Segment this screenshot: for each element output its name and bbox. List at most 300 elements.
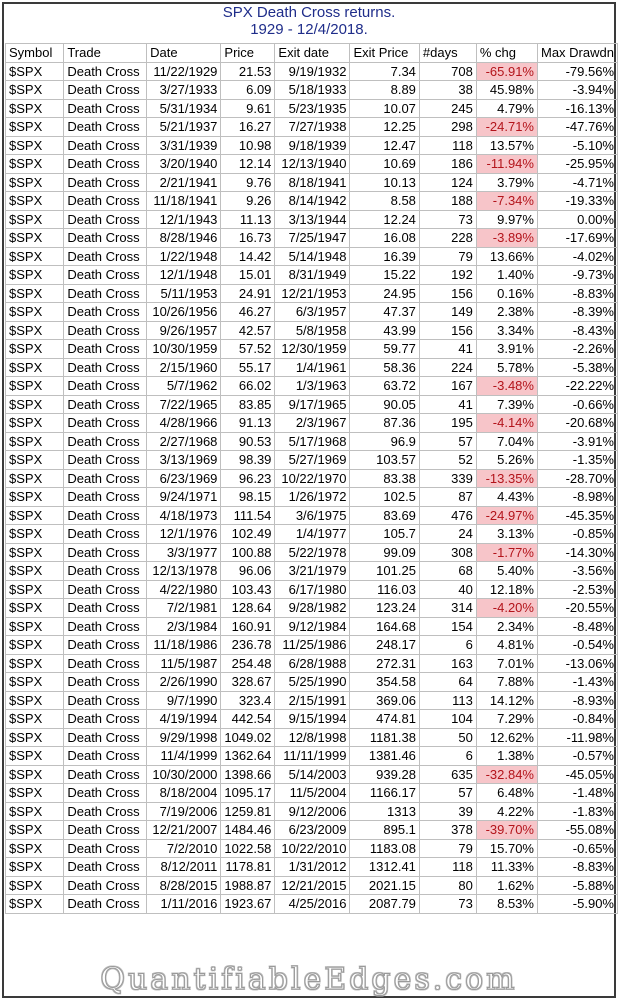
cell-trade: Death Cross (64, 821, 147, 840)
cell-pct-chg: 5.26% (476, 451, 537, 470)
cell-price: 1362.64 (221, 747, 275, 766)
cell-exit-price: 102.5 (350, 488, 419, 507)
table-row (6, 580, 618, 599)
column-header-days: #days (419, 44, 476, 63)
cell-date: 4/22/1980 (147, 580, 221, 599)
table-row (6, 506, 618, 525)
cell-date: 9/26/1957 (147, 321, 221, 340)
column-header-symbol: Symbol (6, 44, 64, 63)
cell-exit-date: 7/27/1938 (275, 118, 350, 137)
cell-symbol: $SPX (6, 99, 64, 118)
cell-trade: Death Cross (64, 543, 147, 562)
cell-exit-date: 5/14/2003 (275, 765, 350, 784)
cell-days: 245 (419, 99, 476, 118)
watermark: QuantifiableEdges.com (100, 962, 518, 997)
cell-symbol: $SPX (6, 229, 64, 248)
cell-days: 80 (419, 876, 476, 895)
cell-exit-price: 47.37 (350, 303, 419, 322)
cell-date: 9/24/1971 (147, 488, 221, 507)
cell-trade: Death Cross (64, 173, 147, 192)
table-row (6, 118, 618, 137)
cell-pct-chg: 4.43% (476, 488, 537, 507)
cell-max-drawdn: -4.71% (537, 173, 617, 192)
cell-max-drawdn: -17.69% (537, 229, 617, 248)
cell-max-drawdn: -3.94% (537, 81, 617, 100)
cell-max-drawdn: -1.83% (537, 802, 617, 821)
table-row (6, 210, 618, 229)
cell-exit-price: 10.69 (350, 155, 419, 174)
cell-symbol: $SPX (6, 525, 64, 544)
table-row (6, 99, 618, 118)
cell-pct-chg: 6.48% (476, 784, 537, 803)
cell-days: 186 (419, 155, 476, 174)
cell-days: 156 (419, 284, 476, 303)
cell-date: 12/13/1978 (147, 562, 221, 581)
cell-price: 442.54 (221, 710, 275, 729)
cell-symbol: $SPX (6, 821, 64, 840)
cell-max-drawdn: -8.83% (537, 858, 617, 877)
table-row (6, 691, 618, 710)
cell-price: 1484.46 (221, 821, 275, 840)
cell-days: 41 (419, 395, 476, 414)
cell-price: 42.57 (221, 321, 275, 340)
cell-pct-chg: 3.13% (476, 525, 537, 544)
cell-max-drawdn: -4.02% (537, 247, 617, 266)
cell-price: 9.76 (221, 173, 275, 192)
table-row (6, 62, 618, 81)
cell-price: 16.73 (221, 229, 275, 248)
cell-days: 73 (419, 210, 476, 229)
cell-exit-price: 16.39 (350, 247, 419, 266)
table-row (6, 451, 618, 470)
table-row (6, 173, 618, 192)
table-row (6, 654, 618, 673)
cell-price: 102.49 (221, 525, 275, 544)
table-row (6, 673, 618, 692)
cell-price: 1049.02 (221, 728, 275, 747)
cell-pct-chg: 5.78% (476, 358, 537, 377)
table-row (6, 432, 618, 451)
cell-date: 12/1/1943 (147, 210, 221, 229)
cell-days: 224 (419, 358, 476, 377)
cell-exit-date: 5/14/1948 (275, 247, 350, 266)
cell-max-drawdn: -20.68% (537, 414, 617, 433)
cell-max-drawdn: -3.91% (537, 432, 617, 451)
cell-days: 50 (419, 728, 476, 747)
cell-symbol: $SPX (6, 876, 64, 895)
cell-pct-chg: -11.94% (476, 155, 537, 174)
cell-pct-chg: 1.38% (476, 747, 537, 766)
cell-price: 6.09 (221, 81, 275, 100)
cell-pct-chg: -3.89% (476, 229, 537, 248)
cell-trade: Death Cross (64, 747, 147, 766)
page-subtitle: 1929 - 12/4/2018. (250, 21, 368, 38)
cell-days: 192 (419, 266, 476, 285)
table-row (6, 636, 618, 655)
cell-exit-price: 83.69 (350, 506, 419, 525)
cell-pct-chg: 1.62% (476, 876, 537, 895)
cell-pct-chg: 12.62% (476, 728, 537, 747)
cell-date: 5/7/1962 (147, 377, 221, 396)
cell-symbol: $SPX (6, 691, 64, 710)
cell-trade: Death Cross (64, 710, 147, 729)
cell-days: 87 (419, 488, 476, 507)
cell-trade: Death Cross (64, 580, 147, 599)
cell-exit-date: 1/4/1977 (275, 525, 350, 544)
cell-exit-price: 474.81 (350, 710, 419, 729)
cell-max-drawdn: -1.35% (537, 451, 617, 470)
cell-symbol: $SPX (6, 118, 64, 137)
cell-days: 6 (419, 747, 476, 766)
cell-date: 11/18/1986 (147, 636, 221, 655)
cell-exit-date: 8/18/1941 (275, 173, 350, 192)
cell-trade: Death Cross (64, 691, 147, 710)
cell-exit-date: 6/28/1988 (275, 654, 350, 673)
cell-exit-date: 5/17/1968 (275, 432, 350, 451)
cell-exit-price: 105.7 (350, 525, 419, 544)
cell-pct-chg: -4.20% (476, 599, 537, 618)
column-header-exit-date: Exit date (275, 44, 350, 63)
cell-date: 7/2/2010 (147, 839, 221, 858)
cell-days: 64 (419, 673, 476, 692)
cell-symbol: $SPX (6, 81, 64, 100)
cell-pct-chg: 7.29% (476, 710, 537, 729)
cell-exit-date: 12/21/1953 (275, 284, 350, 303)
cell-date: 5/21/1937 (147, 118, 221, 137)
cell-price: 323.4 (221, 691, 275, 710)
cell-max-drawdn: -20.55% (537, 599, 617, 618)
cell-exit-date: 1/4/1961 (275, 358, 350, 377)
cell-pct-chg: -24.97% (476, 506, 537, 525)
cell-symbol: $SPX (6, 340, 64, 359)
cell-exit-price: 24.95 (350, 284, 419, 303)
cell-date: 3/27/1933 (147, 81, 221, 100)
cell-exit-date: 12/13/1940 (275, 155, 350, 174)
cell-price: 90.53 (221, 432, 275, 451)
cell-trade: Death Cross (64, 432, 147, 451)
cell-days: 298 (419, 118, 476, 137)
cell-symbol: $SPX (6, 654, 64, 673)
cell-days: 79 (419, 839, 476, 858)
cell-price: 1178.81 (221, 858, 275, 877)
cell-max-drawdn: -47.76% (537, 118, 617, 137)
cell-max-drawdn: -8.48% (537, 617, 617, 636)
cell-price: 1398.66 (221, 765, 275, 784)
cell-days: 113 (419, 691, 476, 710)
cell-symbol: $SPX (6, 543, 64, 562)
table-row (6, 562, 618, 581)
cell-trade: Death Cross (64, 876, 147, 895)
cell-days: 73 (419, 895, 476, 914)
cell-days: 339 (419, 469, 476, 488)
cell-max-drawdn: -2.26% (537, 340, 617, 359)
cell-symbol: $SPX (6, 617, 64, 636)
cell-date: 9/29/1998 (147, 728, 221, 747)
cell-max-drawdn: -28.70% (537, 469, 617, 488)
cell-exit-price: 99.09 (350, 543, 419, 562)
cell-symbol: $SPX (6, 395, 64, 414)
cell-days: 79 (419, 247, 476, 266)
cell-exit-price: 101.25 (350, 562, 419, 581)
cell-max-drawdn: -1.48% (537, 784, 617, 803)
cell-trade: Death Cross (64, 266, 147, 285)
cell-symbol: $SPX (6, 155, 64, 174)
cell-trade: Death Cross (64, 377, 147, 396)
cell-exit-price: 123.24 (350, 599, 419, 618)
cell-pct-chg: -1.77% (476, 543, 537, 562)
cell-trade: Death Cross (64, 414, 147, 433)
cell-symbol: $SPX (6, 451, 64, 470)
cell-exit-price: 895.1 (350, 821, 419, 840)
cell-price: 1988.87 (221, 876, 275, 895)
cell-pct-chg: 0.16% (476, 284, 537, 303)
cell-max-drawdn: -8.83% (537, 284, 617, 303)
cell-price: 55.17 (221, 358, 275, 377)
table-row (6, 303, 618, 322)
cell-exit-date: 9/18/1939 (275, 136, 350, 155)
cell-exit-price: 164.68 (350, 617, 419, 636)
cell-trade: Death Cross (64, 136, 147, 155)
cell-price: 15.01 (221, 266, 275, 285)
cell-date: 8/12/2011 (147, 858, 221, 877)
header-row (6, 44, 618, 63)
cell-exit-price: 87.36 (350, 414, 419, 433)
cell-trade: Death Cross (64, 617, 147, 636)
cell-symbol: $SPX (6, 192, 64, 211)
cell-max-drawdn: -55.08% (537, 821, 617, 840)
cell-trade: Death Cross (64, 839, 147, 858)
cell-price: 91.13 (221, 414, 275, 433)
cell-exit-price: 10.07 (350, 99, 419, 118)
cell-trade: Death Cross (64, 155, 147, 174)
cell-pct-chg: 3.91% (476, 340, 537, 359)
table-row (6, 247, 618, 266)
cell-symbol: $SPX (6, 580, 64, 599)
cell-trade: Death Cross (64, 284, 147, 303)
cell-pct-chg: 9.97% (476, 210, 537, 229)
cell-date: 3/3/1977 (147, 543, 221, 562)
cell-trade: Death Cross (64, 765, 147, 784)
table-row (6, 136, 618, 155)
table-row (6, 525, 618, 544)
cell-max-drawdn: -8.98% (537, 488, 617, 507)
cell-symbol: $SPX (6, 765, 64, 784)
cell-days: 38 (419, 81, 476, 100)
cell-exit-date: 9/28/1982 (275, 599, 350, 618)
cell-days: 163 (419, 654, 476, 673)
table-row (6, 340, 618, 359)
cell-price: 12.14 (221, 155, 275, 174)
table-row (6, 81, 618, 100)
cell-symbol: $SPX (6, 895, 64, 914)
cell-max-drawdn: -0.54% (537, 636, 617, 655)
cell-date: 11/18/1941 (147, 192, 221, 211)
cell-pct-chg: 13.57% (476, 136, 537, 155)
cell-symbol: $SPX (6, 710, 64, 729)
cell-exit-price: 2021.15 (350, 876, 419, 895)
cell-date: 4/19/1994 (147, 710, 221, 729)
cell-date: 11/5/1987 (147, 654, 221, 673)
cell-exit-date: 5/22/1978 (275, 543, 350, 562)
cell-price: 9.61 (221, 99, 275, 118)
cell-symbol: $SPX (6, 802, 64, 821)
cell-trade: Death Cross (64, 673, 147, 692)
cell-price: 1259.81 (221, 802, 275, 821)
table-row (6, 266, 618, 285)
cell-trade: Death Cross (64, 469, 147, 488)
cell-max-drawdn: -8.39% (537, 303, 617, 322)
cell-exit-price: 43.99 (350, 321, 419, 340)
cell-pct-chg: -32.84% (476, 765, 537, 784)
cell-date: 2/3/1984 (147, 617, 221, 636)
cell-exit-price: 96.9 (350, 432, 419, 451)
cell-pct-chg: 2.38% (476, 303, 537, 322)
cell-days: 40 (419, 580, 476, 599)
cell-pct-chg: 15.70% (476, 839, 537, 858)
cell-max-drawdn: -13.06% (537, 654, 617, 673)
cell-date: 1/11/2016 (147, 895, 221, 914)
cell-date: 2/27/1968 (147, 432, 221, 451)
cell-price: 103.43 (221, 580, 275, 599)
table-row (6, 395, 618, 414)
cell-exit-price: 59.77 (350, 340, 419, 359)
cell-days: 68 (419, 562, 476, 581)
cell-trade: Death Cross (64, 728, 147, 747)
cell-date: 4/18/1973 (147, 506, 221, 525)
cell-days: 41 (419, 340, 476, 359)
cell-max-drawdn: -5.10% (537, 136, 617, 155)
cell-exit-price: 12.24 (350, 210, 419, 229)
cell-exit-price: 90.05 (350, 395, 419, 414)
cell-symbol: $SPX (6, 673, 64, 692)
cell-price: 46.27 (221, 303, 275, 322)
cell-symbol: $SPX (6, 562, 64, 581)
cell-pct-chg: 4.79% (476, 99, 537, 118)
cell-max-drawdn: -79.56% (537, 62, 617, 81)
cell-pct-chg: 14.12% (476, 691, 537, 710)
cell-symbol: $SPX (6, 358, 64, 377)
cell-date: 3/13/1969 (147, 451, 221, 470)
cell-symbol: $SPX (6, 210, 64, 229)
cell-exit-price: 10.13 (350, 173, 419, 192)
cell-exit-date: 5/18/1933 (275, 81, 350, 100)
cell-exit-date: 5/8/1958 (275, 321, 350, 340)
cell-exit-price: 1166.17 (350, 784, 419, 803)
cell-exit-price: 12.47 (350, 136, 419, 155)
cell-days: 476 (419, 506, 476, 525)
cell-price: 236.78 (221, 636, 275, 655)
column-header-price: Price (221, 44, 275, 63)
table-row (6, 821, 618, 840)
cell-date: 10/30/1959 (147, 340, 221, 359)
cell-date: 1/22/1948 (147, 247, 221, 266)
table-row (6, 377, 618, 396)
cell-pct-chg: 7.88% (476, 673, 537, 692)
table-row (6, 876, 618, 895)
cell-price: 96.23 (221, 469, 275, 488)
column-header-date: Date (147, 44, 221, 63)
cell-trade: Death Cross (64, 192, 147, 211)
cell-max-drawdn: -3.56% (537, 562, 617, 581)
table-row (6, 858, 618, 877)
table-body (6, 62, 618, 913)
cell-exit-price: 12.25 (350, 118, 419, 137)
cell-pct-chg: -24.71% (476, 118, 537, 137)
cell-pct-chg: -4.14% (476, 414, 537, 433)
cell-exit-price: 15.22 (350, 266, 419, 285)
column-header-trade: Trade (64, 44, 147, 63)
column-header-max-drawdn: Max Drawdn (537, 44, 617, 63)
table-row (6, 229, 618, 248)
cell-trade: Death Cross (64, 895, 147, 914)
cell-trade: Death Cross (64, 81, 147, 100)
cell-trade: Death Cross (64, 506, 147, 525)
cell-trade: Death Cross (64, 395, 147, 414)
table-row (6, 895, 618, 914)
cell-date: 9/7/1990 (147, 691, 221, 710)
cell-price: 1095.17 (221, 784, 275, 803)
cell-exit-price: 58.36 (350, 358, 419, 377)
cell-exit-date: 1/26/1972 (275, 488, 350, 507)
cell-exit-price: 8.58 (350, 192, 419, 211)
cell-symbol: $SPX (6, 377, 64, 396)
cell-price: 24.91 (221, 284, 275, 303)
table-row (6, 802, 618, 821)
cell-symbol: $SPX (6, 506, 64, 525)
cell-exit-price: 248.17 (350, 636, 419, 655)
cell-max-drawdn: -0.66% (537, 395, 617, 414)
cell-symbol: $SPX (6, 414, 64, 433)
cell-symbol: $SPX (6, 839, 64, 858)
table-row (6, 765, 618, 784)
cell-price: 160.91 (221, 617, 275, 636)
cell-max-drawdn: -25.95% (537, 155, 617, 174)
cell-pct-chg: -7.34% (476, 192, 537, 211)
cell-symbol: $SPX (6, 432, 64, 451)
cell-days: 228 (419, 229, 476, 248)
cell-max-drawdn: -16.13% (537, 99, 617, 118)
table-row (6, 414, 618, 433)
table-row (6, 599, 618, 618)
cell-date: 10/26/1956 (147, 303, 221, 322)
cell-days: 635 (419, 765, 476, 784)
cell-days: 314 (419, 599, 476, 618)
cell-exit-price: 1183.08 (350, 839, 419, 858)
cell-date: 2/15/1960 (147, 358, 221, 377)
cell-pct-chg: 45.98% (476, 81, 537, 100)
cell-price: 98.39 (221, 451, 275, 470)
cell-trade: Death Cross (64, 118, 147, 137)
cell-max-drawdn: -19.33% (537, 192, 617, 211)
cell-trade: Death Cross (64, 784, 147, 803)
cell-pct-chg: 1.40% (476, 266, 537, 285)
cell-exit-price: 272.31 (350, 654, 419, 673)
cell-trade: Death Cross (64, 654, 147, 673)
cell-exit-date: 11/11/1999 (275, 747, 350, 766)
cell-exit-price: 369.06 (350, 691, 419, 710)
table-row (6, 488, 618, 507)
cell-pct-chg: -13.35% (476, 469, 537, 488)
cell-exit-date: 9/17/1965 (275, 395, 350, 414)
cell-exit-price: 83.38 (350, 469, 419, 488)
cell-date: 5/31/1934 (147, 99, 221, 118)
cell-symbol: $SPX (6, 469, 64, 488)
cell-days: 57 (419, 432, 476, 451)
cell-exit-date: 12/21/2015 (275, 876, 350, 895)
cell-exit-price: 354.58 (350, 673, 419, 692)
cell-symbol: $SPX (6, 747, 64, 766)
cell-exit-price: 1181.38 (350, 728, 419, 747)
